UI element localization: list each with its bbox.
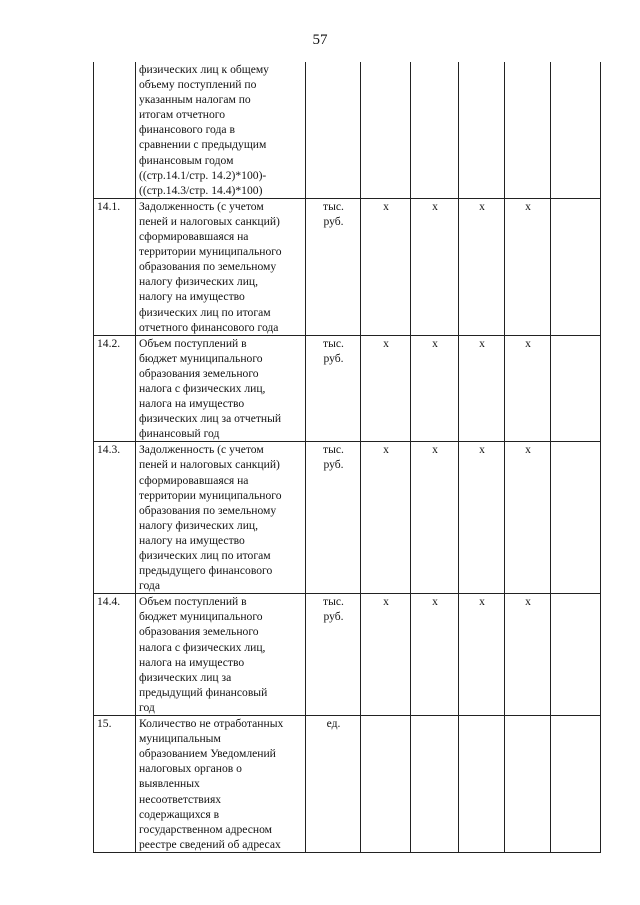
description-line: физических лиц по итогам: [139, 549, 271, 562]
value-cell: [411, 716, 459, 853]
value-cell: х: [505, 335, 551, 442]
description-line: образования земельного: [139, 366, 259, 380]
description-line: сформировавшаяся на: [139, 230, 249, 244]
description-line: физических лиц за: [139, 670, 232, 684]
unit-line: ед.: [326, 717, 341, 731]
description-line: сформировавшаяся на: [139, 473, 249, 487]
value-cell: [459, 62, 505, 198]
table-row: [94, 335, 601, 442]
description-line: территории муниципального: [139, 488, 282, 502]
table-row: [94, 716, 601, 853]
unit-line: руб.: [323, 610, 344, 624]
value-cell: х: [505, 198, 551, 335]
description-line: бюджет муниципального: [139, 351, 263, 365]
row-description: [136, 716, 306, 853]
description-line: выявленных: [139, 777, 200, 791]
description-line: реестре сведений об адресах: [139, 837, 281, 851]
table-row: [94, 198, 601, 335]
description-line: сравнении с предыдущим: [139, 138, 267, 152]
row-number: 14.3.: [94, 442, 136, 594]
description-line: предыдущего финансового: [139, 564, 273, 578]
row-description: [136, 62, 306, 198]
unit-line: тыс.: [323, 336, 344, 350]
row-number: 14.1.: [94, 198, 136, 335]
table-body: [94, 62, 601, 852]
page-number: 57: [312, 32, 328, 48]
row-unit: [306, 594, 361, 716]
description-line: налоговых органов о: [139, 762, 242, 776]
row-number: 14.2.: [94, 335, 136, 442]
row-unit: [306, 335, 361, 442]
value-cell: [551, 198, 601, 335]
row-description: [136, 442, 306, 594]
description-line: бюджет муниципального: [139, 610, 263, 624]
value-cell: х: [411, 198, 459, 335]
value-cell: [505, 62, 551, 198]
row-unit: [306, 62, 361, 198]
description-line: физических лиц за отчетный: [139, 412, 282, 426]
description-line: налога с физических лиц,: [139, 381, 266, 395]
value-cell: х: [361, 335, 411, 442]
value-cell: [505, 716, 551, 853]
description-line: налога с физических лиц,: [139, 640, 266, 654]
value-cell: [551, 442, 601, 594]
description-line: Задолженность (с учетом: [139, 443, 264, 457]
indicator-table: [93, 62, 601, 853]
unit-line: руб.: [323, 214, 344, 228]
value-cell: х: [459, 198, 505, 335]
value-cell: х: [505, 594, 551, 716]
description-line: образования земельного: [139, 625, 259, 639]
value-cell: [551, 716, 601, 853]
value-cell: [551, 335, 601, 442]
description-line: муниципальным: [139, 732, 221, 746]
table-row: [94, 442, 601, 594]
value-cell: [459, 716, 505, 853]
description-line: образованием Уведомлений: [139, 747, 276, 761]
row-description: [136, 335, 306, 442]
value-cell: [411, 62, 459, 198]
description-line: ((стр.14.1/стр. 14.2)*100)-: [139, 168, 267, 182]
value-cell: х: [505, 442, 551, 594]
description-line: ((стр.14.3/стр. 14.4)*100): [139, 183, 263, 197]
description-line: финансовый год: [139, 427, 220, 441]
row-number: 14.4.: [94, 594, 136, 716]
value-cell: х: [361, 198, 411, 335]
description-line: Объем поступлений в: [139, 595, 247, 609]
value-cell: х: [411, 442, 459, 594]
table-row: [94, 594, 601, 716]
description-line: пеней и налоговых санкций): [139, 458, 280, 472]
value-cell: [551, 594, 601, 716]
description-line: физических лиц по итогам: [139, 305, 271, 319]
row-description: [136, 198, 306, 335]
description-line: финансового года в: [139, 123, 235, 137]
description-line: содержащихся в: [139, 807, 220, 821]
row-unit: [306, 716, 361, 853]
unit-line: тыс.: [323, 595, 344, 609]
description-line: года: [139, 579, 160, 593]
description-line: налогу на имущество: [139, 533, 245, 547]
table-row: [94, 62, 601, 198]
description-line: налогу на имущество: [139, 290, 245, 304]
description-line: территории муниципального: [139, 245, 282, 259]
description-line: предыдущий финансовый: [139, 685, 268, 699]
description-line: государственном адресном: [139, 822, 272, 836]
description-line: год: [139, 700, 155, 714]
description-line: налогу физических лиц,: [139, 275, 259, 289]
description-line: образования по земельному: [139, 503, 277, 517]
value-cell: [361, 62, 411, 198]
row-number: [94, 62, 136, 198]
unit-line: тыс.: [323, 199, 344, 213]
value-cell: х: [411, 594, 459, 716]
row-number: 15.: [94, 716, 136, 853]
row-unit: [306, 442, 361, 594]
value-cell: х: [459, 594, 505, 716]
unit-line: руб.: [323, 351, 344, 365]
unit-line: руб.: [323, 458, 344, 472]
row-description: [136, 594, 306, 716]
description-line: финансовым годом: [139, 153, 234, 167]
description-line: налогу физических лиц,: [139, 518, 259, 532]
description-line: физических лиц к общему: [139, 63, 269, 76]
description-line: Объем поступлений в: [139, 336, 247, 350]
description-line: Задолженность (с учетом: [139, 199, 264, 213]
value-cell: х: [361, 594, 411, 716]
value-cell: х: [361, 442, 411, 594]
description-line: указанным налогам по: [139, 93, 251, 107]
description-line: объему поступлений по: [139, 78, 257, 92]
description-line: образования по земельному: [139, 260, 277, 274]
value-cell: [361, 716, 411, 853]
value-cell: х: [459, 335, 505, 442]
value-cell: [551, 62, 601, 198]
description-line: Количество не отработанных: [139, 717, 284, 731]
value-cell: х: [459, 442, 505, 594]
description-line: пеней и налоговых санкций): [139, 214, 280, 228]
description-line: налога на имущество: [139, 655, 245, 669]
value-cell: х: [411, 335, 459, 442]
description-line: налога на имущество: [139, 397, 245, 411]
description-line: несоответствиях: [139, 792, 222, 806]
row-unit: [306, 198, 361, 335]
unit-line: тыс.: [323, 443, 344, 457]
description-line: итогам отчетного: [139, 108, 226, 122]
description-line: отчетного финансового года: [139, 320, 279, 334]
